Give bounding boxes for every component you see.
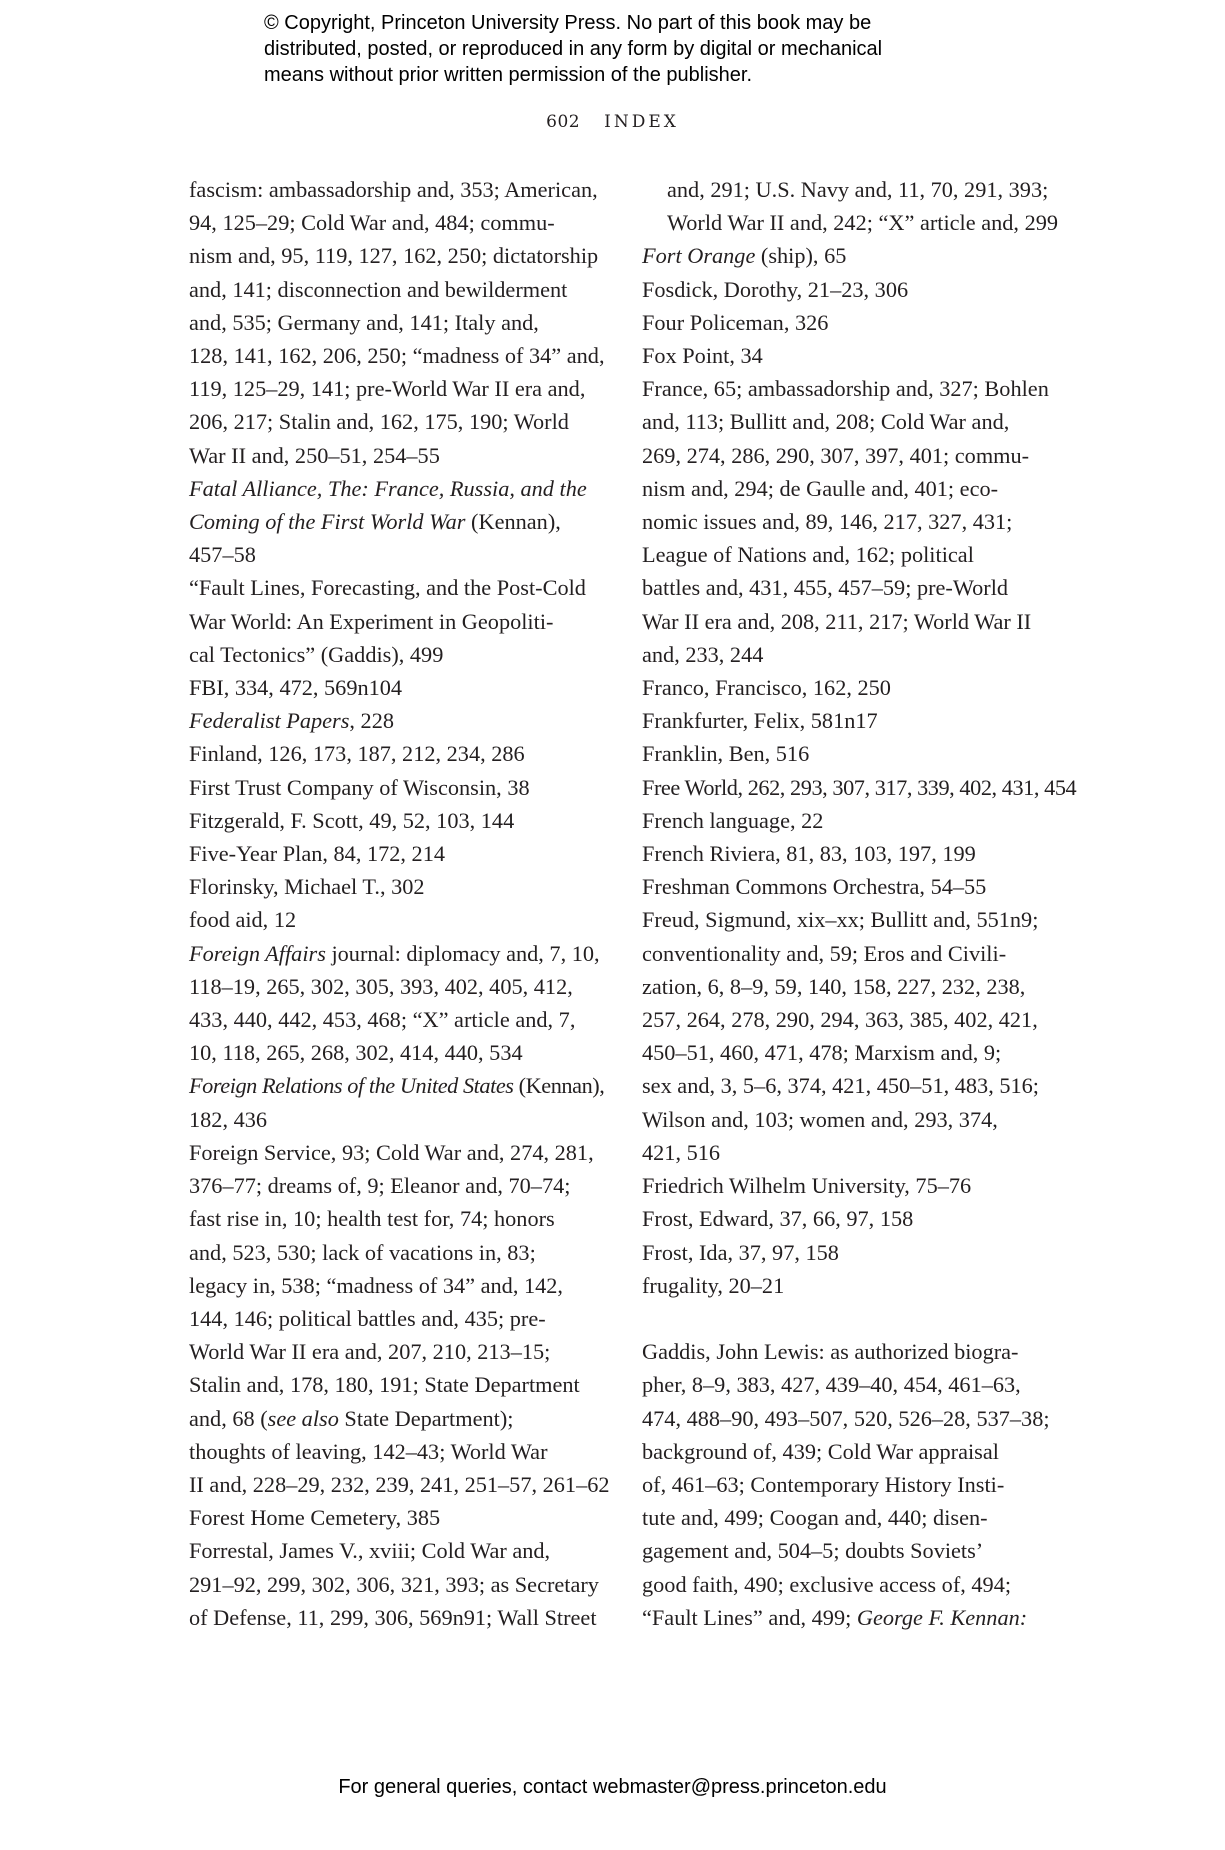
entry-line: Freshman Commons Orchestra, 54–55	[642, 874, 987, 900]
entry-line: 421, 516	[642, 1139, 721, 1165]
entry-line: 94, 125–29; Cold War and, 484; commu-	[189, 210, 555, 236]
entry-line: frugality, 20–21	[642, 1272, 785, 1298]
entry-line: and, 141; disconnection and bewilderment	[189, 276, 568, 302]
entry-line: food aid, 12	[189, 907, 297, 933]
entry-title-italic: Foreign Relations of the United States	[189, 1073, 514, 1099]
index-entry-five-year-plan	[189, 837, 607, 870]
entry-text: journal: diplomacy and, 7, 10,	[325, 940, 600, 966]
index-entry-frost-ida	[642, 1236, 1072, 1269]
index-entry-foreign-service	[189, 1136, 610, 1501]
copyright-line: distributed, posted, or reproduced in any form by digital or mechanical	[264, 38, 883, 60]
entry-title-italic: Fatal Alliance, The: France, Russia, and the	[189, 475, 587, 501]
index-entry-fox-point	[642, 339, 1072, 372]
index-entry-frankfurter	[642, 704, 1072, 737]
entry-line: 206, 217; Stalin and, 162, 175, 190; World	[189, 409, 569, 435]
entry-line: and, 291; U.S. Navy and, 11, 70, 291, 393;	[667, 177, 1049, 202]
entry-line: 257, 264, 278, 290, 294, 363, 385, 402, 421,	[642, 1007, 1038, 1033]
entry-line: fascism: ambassadorship and, 353; American,	[189, 177, 598, 202]
entry-line: zation, 6, 8–9, 59, 140, 158, 227, 232, 238,	[642, 973, 1026, 999]
entry-title-italic: George F. Kennan:	[856, 1604, 1028, 1630]
index-entry-food-aid	[189, 903, 607, 936]
entry-line: gagement and, 504–5; doubts Soviets’	[642, 1538, 984, 1564]
section-title: INDEX	[604, 112, 679, 132]
entry-line: background of, 439; Cold War appraisal	[642, 1438, 999, 1464]
copyright-line: © Copyright, Princeton University Press. No part of this book may be	[264, 12, 872, 34]
entry-line: II and, 228–29, 232, 239, 241, 251–57, 261–62	[189, 1471, 610, 1497]
entry-line: 182, 436	[189, 1106, 268, 1132]
entry-line: 376–77; dreams of, 9; Eleanor and, 70–74;	[189, 1173, 571, 1199]
entry-line: and, 233, 244	[642, 641, 764, 667]
copyright-line: means without prior written permission of the publisher.	[264, 64, 753, 86]
entry-title-italic: Federalist Papers	[189, 708, 350, 734]
index-entry-free-world	[642, 771, 1077, 804]
entry-line: sex and, 3, 5–6, 374, 421, 450–51, 483, 516;	[642, 1073, 1039, 1099]
index-entry-freud	[642, 903, 1072, 1169]
index-entry-fosdick	[642, 273, 1072, 306]
index-entry-first-trust	[189, 771, 607, 804]
index-entry-freshman-commons	[642, 870, 1072, 903]
index-entry-frugality	[642, 1269, 1072, 1302]
entry-line: battles and, 431, 455, 457–59; pre-World	[642, 575, 1009, 601]
entry-line: fast rise in, 10; health test for, 74; honors	[189, 1206, 555, 1232]
entry-line: Fosdick, Dorothy, 21–23, 306	[642, 276, 909, 302]
entry-line: Fitzgerald, F. Scott, 49, 52, 103, 144	[189, 807, 515, 833]
entry-line: World War II and, 242; “X” article and, 299	[667, 210, 1059, 236]
entry-line: 291–92, 299, 302, 306, 321, 393; as Secretary	[189, 1571, 599, 1597]
index-entry-franklin	[642, 737, 1072, 770]
index-entry-french-language	[642, 804, 1072, 837]
entry-line: FBI, 334, 472, 569n104	[189, 675, 403, 701]
entry-line: 433, 440, 442, 453, 468; “X” article and, 7,	[189, 1007, 576, 1033]
entry-text: (ship), 65	[755, 243, 847, 269]
entry-line: “Fault Lines, Forecasting, and the Post-Cold	[189, 575, 586, 601]
entry-line: Florinsky, Michael T., 302	[189, 874, 425, 900]
entry-line: Frankfurter, Felix, 581n17	[642, 708, 878, 734]
index-entry-federalist-papers	[189, 704, 607, 737]
entry-line: France, 65; ambassadorship and, 327; Bohlen	[642, 376, 1049, 402]
index-entry-fault-lines	[189, 571, 607, 671]
entry-line: Fox Point, 34	[642, 343, 763, 369]
entry-line: conventionality and, 59; Eros and Civili-	[642, 940, 1007, 966]
entry-line: Foreign Service, 93; Cold War and, 274, 281,	[189, 1139, 594, 1165]
entry-line: Frost, Ida, 37, 97, 158	[642, 1239, 839, 1265]
entry-line: Four Policeman, 326	[642, 309, 829, 335]
see-also-italic: see also	[267, 1405, 339, 1431]
entry-line: legacy in, 538; “madness of 34” and, 142,	[189, 1272, 563, 1298]
entry-title-italic: Foreign Affairs	[189, 940, 326, 966]
entry-line: 269, 274, 286, 290, 307, 397, 401; commu-	[642, 442, 1030, 468]
index-entry-fort-orange	[642, 239, 1072, 272]
entry-title-italic: Fort Orange	[642, 243, 756, 269]
entry-line: tute and, 499; Coogan and, 440; disen-	[642, 1505, 988, 1531]
entry-line: 457–58	[189, 542, 256, 568]
entry-line: War II and, 250–51, 254–55	[189, 442, 440, 468]
page-number: 602	[546, 112, 581, 132]
entry-line: 474, 488–90, 493–507, 520, 526–28, 537–38;	[642, 1405, 1050, 1431]
entry-line: World War II era and, 207, 210, 213–15;	[189, 1339, 551, 1365]
entry-line: War World: An Experiment in Geopoliti-	[189, 608, 554, 634]
entry-line: 450–51, 460, 471, 478; Marxism and, 9;	[642, 1040, 1002, 1066]
entry-line: Stalin and, 178, 180, 191; State Department	[189, 1372, 580, 1398]
entry-line: Forest Home Cemetery, 385	[189, 1505, 441, 1531]
entry-line: Friedrich Wilhelm University, 75–76	[642, 1173, 972, 1199]
entry-text: “Fault Lines” and, 499;	[642, 1604, 857, 1630]
letter-group-gap	[642, 1302, 1072, 1335]
entry-text: and, 68 (	[189, 1405, 268, 1431]
index-entry-frost-edward	[642, 1202, 1072, 1235]
entry-line: Free World, 262, 293, 307, 317, 339, 402, 431, 454	[642, 774, 1077, 800]
entry-line: nomic issues and, 89, 146, 217, 327, 431;	[642, 509, 1013, 535]
entry-text: (Kennan),	[465, 509, 561, 535]
entry-line: nism and, 95, 119, 127, 162, 250; dictatorship	[189, 243, 599, 269]
index-entry-fatal-alliance	[189, 472, 607, 572]
entry-line: of, 461–63; Contemporary History Insti-	[642, 1471, 1005, 1497]
index-entry-four-policeman	[642, 306, 1072, 339]
index-entry-french-riviera	[642, 837, 1072, 870]
entry-line: Forrestal, James V., xviii; Cold War and,	[189, 1538, 551, 1564]
index-entry-forrestal	[189, 1534, 607, 1634]
index-entry-fascism	[189, 173, 607, 472]
entry-line: nism and, 294; de Gaulle and, 401; eco-	[642, 475, 999, 501]
entry-line: 128, 141, 162, 206, 250; “madness of 34” and,	[189, 343, 605, 369]
entry-line: Wilson and, 103; women and, 293, 374,	[642, 1106, 998, 1132]
entry-line: French language, 22	[642, 807, 824, 833]
index-entry-forest-home	[189, 1501, 607, 1534]
index-entry-florinsky	[189, 870, 607, 903]
entry-line: thoughts of leaving, 142–43; World War	[189, 1438, 548, 1464]
index-entry-friedrich-wilhelm	[642, 1169, 1072, 1202]
index-column-right	[642, 173, 1077, 1634]
entry-line: War II era and, 208, 211, 217; World War II	[642, 608, 1032, 634]
entry-line: Gaddis, John Lewis: as authorized biogra-	[642, 1339, 1019, 1365]
running-head	[0, 112, 1225, 132]
index-entry-forrestal-continued	[642, 173, 1072, 239]
entry-line: pher, 8–9, 383, 427, 439–40, 454, 461–63,	[642, 1372, 1021, 1398]
entry-text: (Kennan),	[513, 1073, 605, 1099]
entry-text: State Department);	[338, 1405, 514, 1431]
entry-line: 119, 125–29, 141; pre-World War II era and,	[189, 376, 586, 402]
entry-line: 144, 146; political battles and, 435; pre-	[189, 1305, 546, 1331]
entry-line: Finland, 126, 173, 187, 212, 234, 286	[189, 741, 525, 767]
entry-line: 10, 118, 265, 268, 302, 414, 440, 534	[189, 1040, 523, 1066]
index-entry-gaddis	[642, 1335, 1072, 1634]
copyright-notice	[264, 10, 1004, 88]
entry-line: cal Tectonics” (Gaddis), 499	[189, 641, 444, 667]
index-entry-finland	[189, 737, 607, 770]
entry-line: First Trust Company of Wisconsin, 38	[189, 774, 530, 800]
entry-line: Frost, Edward, 37, 66, 97, 158	[642, 1206, 914, 1232]
entry-line: good faith, 490; exclusive access of, 494;	[642, 1571, 1012, 1597]
entry-line: Franco, Francisco, 162, 250	[642, 675, 891, 701]
entry-text: , 228	[349, 708, 394, 734]
index-entry-franco	[642, 671, 1072, 704]
index-column-left	[189, 173, 610, 1634]
entry-line: and, 523, 530; lack of vacations in, 83;	[189, 1239, 536, 1265]
entry-line: and, 113; Bullitt and, 208; Cold War and,	[642, 409, 1010, 435]
entry-line: 118–19, 265, 302, 305, 393, 402, 405, 412,	[189, 973, 573, 999]
index-entry-foreign-affairs	[189, 937, 607, 1070]
entry-line: French Riviera, 81, 83, 103, 197, 199	[642, 841, 976, 867]
entry-line: Freud, Sigmund, xix–xx; Bullitt and, 551n9;	[642, 907, 1039, 933]
entry-line: of Defense, 11, 299, 306, 569n91; Wall Street	[189, 1604, 597, 1630]
index-entry-fitzgerald	[189, 804, 607, 837]
entry-line: and, 535; Germany and, 141; Italy and,	[189, 309, 539, 335]
footer-contact: For general queries, contact webmaster@press.princeton.edu	[338, 1776, 887, 1798]
index-entry-foreign-relations	[189, 1069, 607, 1135]
entry-line: Franklin, Ben, 516	[642, 741, 810, 767]
entry-line: League of Nations and, 162; political	[642, 542, 974, 568]
index-entry-fbi	[189, 671, 607, 704]
index-entry-france	[642, 372, 1072, 671]
entry-title-italic: Coming of the First World War	[189, 509, 466, 535]
entry-line: Five-Year Plan, 84, 172, 214	[189, 841, 446, 867]
